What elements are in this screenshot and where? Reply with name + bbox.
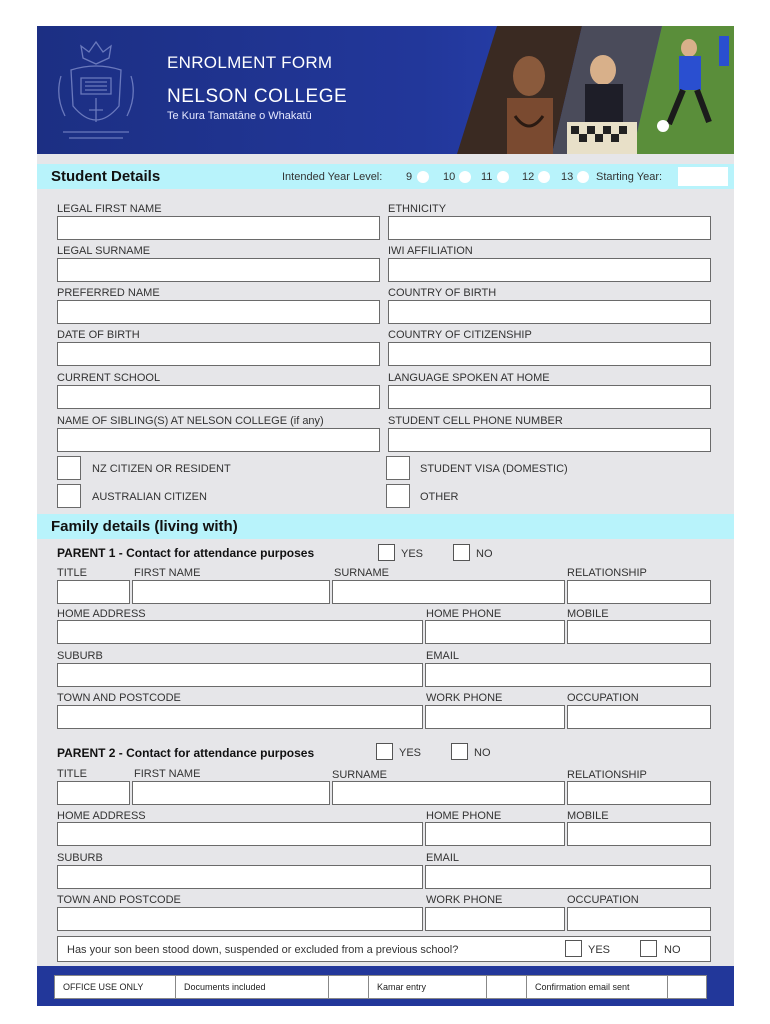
year-option-label: 12 [522,171,535,183]
parent1-suburb-input[interactable] [57,663,423,687]
year-12-radio[interactable] [538,171,550,183]
legal-first-name-input[interactable] [57,216,380,240]
starting-year-input[interactable] [678,167,728,186]
year-level-label: Intended Year Level: [282,171,383,183]
year-11-radio[interactable] [497,171,509,183]
other-label: OTHER [420,491,459,503]
standdown-yes-checkbox[interactable] [565,940,582,957]
parent2-relationship-input[interactable] [567,781,711,805]
parent2-occupation-input[interactable] [567,907,711,931]
parent1-work-phone-label: WORK PHONE [426,692,503,704]
form-header [37,26,734,154]
starting-year-label: Starting Year: [596,171,663,183]
parent2-no-checkbox[interactable] [451,743,468,760]
year-option-label: 9 [406,171,413,183]
parent2-occupation-label: OCCUPATION [567,894,639,906]
documents-included-box[interactable] [329,976,369,998]
parent2-town-postcode-label: TOWN AND POSTCODE [57,894,181,906]
parent1-home-address-input[interactable] [57,620,423,644]
parent1-suburb-label: SUBURB [57,650,103,662]
nz-citizen-label: NZ CITIZEN OR RESIDENT [92,463,231,475]
parent1-home-address-label: HOME ADDRESS [57,608,146,620]
year-13-radio[interactable] [577,171,589,183]
parent2-title-input[interactable] [57,781,130,805]
parent1-occupation-label: OCCUPATION [567,692,639,704]
parent1-title-label: TITLE [57,567,87,579]
parent2-relationship-label: RELATIONSHIP [567,769,647,781]
parent1-title: PARENT 1 - Contact for attendance purposes [57,546,315,560]
year-option-label: 13 [561,171,574,183]
parent1-first-name-label: FIRST NAME [134,567,201,579]
country-of-citizenship-input[interactable] [388,342,711,366]
year-option-label: 11 [481,171,493,183]
student-details-title: Student Details [51,168,161,185]
parent2-mobile-label: MOBILE [567,810,609,822]
school-name: NELSON COLLEGE [167,86,348,107]
parent2-title-label: TITLE [57,768,87,780]
country-of-birth-label: COUNTRY OF BIRTH [388,287,497,299]
standdown-question-box [57,936,711,962]
parent2-home-phone-input[interactable] [425,822,565,846]
ethnicity-label: ETHNICITY [388,203,447,215]
parent2-suburb-input[interactable] [57,865,423,889]
standdown-yes-label: YES [588,944,611,956]
parent1-no-label: NO [476,548,493,560]
parent2-home-address-input[interactable] [57,822,423,846]
siblings-input[interactable] [57,428,380,452]
student-visa-checkbox[interactable] [386,456,410,480]
office-use-row [54,975,707,999]
parent2-home-phone-label: HOME PHONE [426,810,502,822]
parent2-work-phone-input[interactable] [425,907,565,931]
parent2-surname-input[interactable] [332,781,565,805]
confirmation-email-cell: Confirmation email sent [527,976,668,998]
parent1-email-input[interactable] [425,663,711,687]
standdown-question-label: Has your son been stood down, suspended or excluded from a previous school? [67,944,459,956]
parent2-mobile-input[interactable] [567,822,711,846]
parent2-yes-checkbox[interactable] [376,743,393,760]
student-cell-phone-input[interactable] [388,428,711,452]
confirmation-email-box[interactable] [668,976,706,998]
parent1-home-phone-label: HOME PHONE [426,608,502,620]
current-school-label: CURRENT SCHOOL [57,372,161,384]
legal-first-name-label: LEGAL FIRST NAME [57,203,162,215]
parent2-yes-label: YES [399,747,422,759]
parent1-surname-label: SURNAME [334,567,390,579]
year-10-radio[interactable] [459,171,471,183]
enrolment-form-page [37,26,734,1006]
parent2-email-label: EMAIL [426,852,460,864]
school-subtitle: Te Kura Tamatāne o Whakatū [167,110,312,122]
parent1-yes-label: YES [401,548,424,560]
date-of-birth-label: DATE OF BIRTH [57,329,140,341]
standdown-no-label: NO [664,944,681,956]
parent1-yes-checkbox[interactable] [378,544,395,561]
parent1-surname-input[interactable] [332,580,565,604]
parent1-work-phone-input[interactable] [425,705,565,729]
parent2-first-name-label: FIRST NAME [134,768,201,780]
parent1-relationship-label: RELATIONSHIP [567,567,647,579]
parent1-email-label: EMAIL [426,650,460,662]
legal-surname-label: LEGAL SURNAME [57,245,151,257]
parent2-email-input[interactable] [425,865,711,889]
parent1-mobile-label: MOBILE [567,608,609,620]
student-cell-phone-label: STUDENT CELL PHONE NUMBER [388,415,563,427]
parent1-mobile-input[interactable] [567,620,711,644]
parent2-no-label: NO [474,747,491,759]
family-details-title: Family details (living with) [51,518,238,535]
parent2-surname-label: SURNAME [332,769,388,781]
year-option-label: 10 [443,171,456,183]
parent1-relationship-input[interactable] [567,580,711,604]
parent2-home-address-label: HOME ADDRESS [57,810,146,822]
preferred-name-label: PREFERRED NAME [57,287,160,299]
language-at-home-label: LANGUAGE SPOKEN AT HOME [388,372,550,384]
parent1-title-input[interactable] [57,580,130,604]
student-details-bar [37,164,734,189]
parent2-work-phone-label: WORK PHONE [426,894,503,906]
legal-surname-input[interactable] [57,258,380,282]
parent1-town-postcode-label: TOWN AND POSTCODE [57,692,181,704]
student-photo-collage [457,26,734,154]
ethnicity-input[interactable] [388,216,711,240]
australian-citizen-label: AUSTRALIAN CITIZEN [92,491,207,503]
kamar-entry-cell: Kamar entry [369,976,487,998]
office-use-only-cell: OFFICE USE ONLY [55,976,176,998]
parent2-first-name-input[interactable] [132,781,330,805]
kamar-entry-box[interactable] [487,976,527,998]
country-of-citizenship-label: COUNTRY OF CITIZENSHIP [388,329,532,341]
iwi-affiliation-label: IWI AFFILIATION [388,245,473,257]
parent1-home-phone-input[interactable] [425,620,565,644]
other-checkbox[interactable] [386,484,410,508]
date-of-birth-input[interactable] [57,342,380,366]
language-at-home-input[interactable] [388,385,711,409]
student-visa-label: STUDENT VISA (DOMESTIC) [420,463,568,475]
parent1-first-name-input[interactable] [132,580,330,604]
parent2-suburb-label: SUBURB [57,852,103,864]
year-9-radio[interactable] [417,171,429,183]
siblings-label: NAME OF SIBLING(S) AT NELSON COLLEGE (if any) [57,415,324,427]
iwi-affiliation-input[interactable] [388,258,711,282]
nz-citizen-checkbox[interactable] [57,456,81,480]
standdown-no-checkbox[interactable] [640,940,657,957]
country-of-birth-input[interactable] [388,300,711,324]
college-crest-logo [51,36,141,146]
australian-citizen-checkbox[interactable] [57,484,81,508]
parent2-title: PARENT 2 - Contact for attendance purposes [57,746,315,760]
office-use-footer [37,966,734,1006]
parent1-town-postcode-input[interactable] [57,705,423,729]
preferred-name-input[interactable] [57,300,380,324]
documents-included-cell: Documents included [176,976,329,998]
parent1-no-checkbox[interactable] [453,544,470,561]
current-school-input[interactable] [57,385,380,409]
family-details-bar [37,514,734,539]
parent1-occupation-input[interactable] [567,705,711,729]
parent2-town-postcode-input[interactable] [57,907,423,931]
form-title: ENROLMENT FORM [167,53,333,72]
